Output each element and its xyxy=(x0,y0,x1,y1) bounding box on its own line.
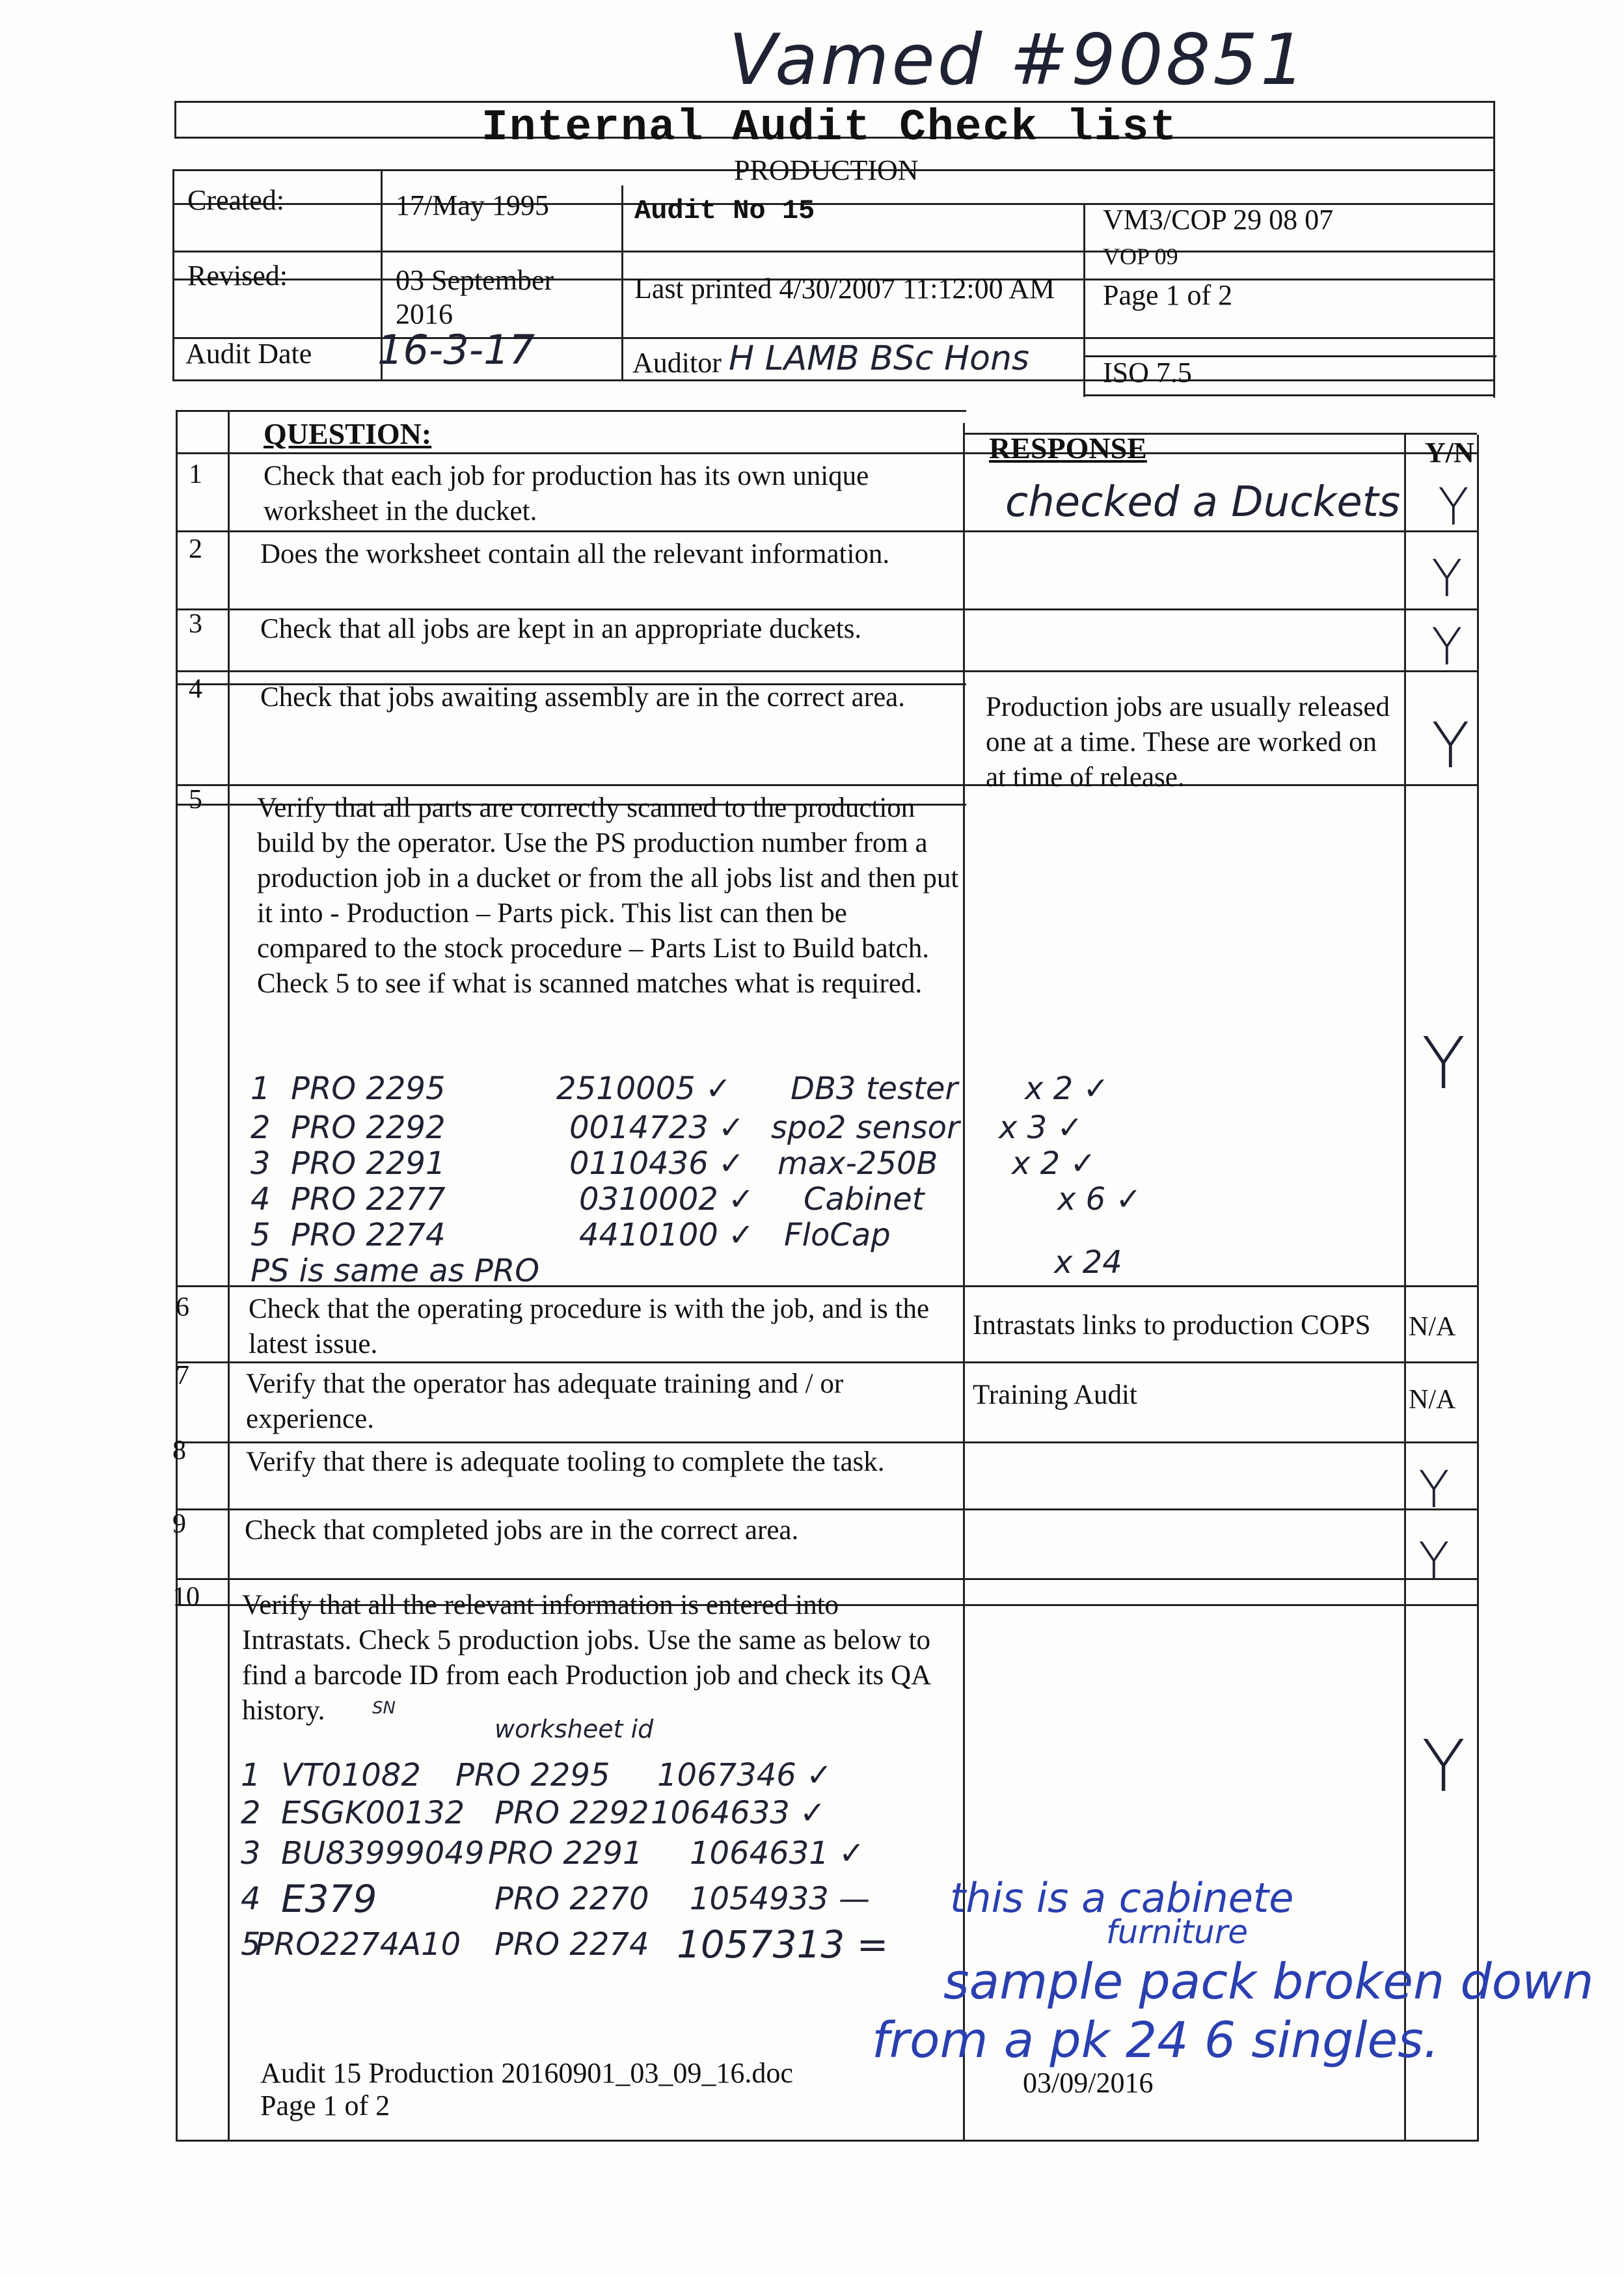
entry-number: 3 xyxy=(250,1145,271,1182)
reference-code: VM3/COP 29 08 07 xyxy=(1103,204,1334,236)
row-number: 1 xyxy=(189,459,202,489)
entry-qty: x 2 ✓ xyxy=(1012,1145,1096,1182)
entry-pro: PRO 2291 xyxy=(291,1145,446,1182)
entry-pro: PRO 2292 xyxy=(291,1110,446,1146)
entry-code: 4410100 ✓ xyxy=(579,1217,755,1253)
list-item xyxy=(241,1922,889,1967)
response-text: checked a Duckets xyxy=(1005,478,1401,526)
question-text: Does the worksheet contain all the relevant information. xyxy=(260,539,890,569)
row-number: 9 xyxy=(172,1509,186,1539)
entry-number: 5 xyxy=(241,1926,261,1963)
list-item xyxy=(250,1181,1142,1218)
response-text: Production jobs are usually released one at a time. These are worked on at time of release. xyxy=(986,692,1390,793)
question-text: Check that completed jobs are in the correct area. xyxy=(245,1515,799,1546)
entry-code: 0014723 ✓ xyxy=(569,1110,745,1146)
note-line: furniture xyxy=(1106,1913,1249,1951)
list-item xyxy=(241,1795,826,1831)
entry-id: 1054933 — xyxy=(690,1881,871,1917)
entry-number: 1 xyxy=(250,1070,271,1107)
entry-number: 3 xyxy=(241,1835,261,1872)
yn-value: Y xyxy=(1418,1461,1450,1520)
row-number: 4 xyxy=(189,674,202,704)
yn-value: Y xyxy=(1431,618,1463,677)
row-number: 7 xyxy=(176,1361,189,1391)
response-text: Training Audit xyxy=(973,1380,1137,1410)
page-title: Internal Audit Check list xyxy=(481,103,1178,153)
audit-date-value: 16-3-17 xyxy=(377,326,535,374)
list-item xyxy=(250,1145,1096,1182)
entry-sn: PRO2274A10 xyxy=(255,1926,461,1963)
yn-value: Y xyxy=(1422,1725,1466,1808)
yn-value: Y xyxy=(1438,478,1469,537)
entry-id: 1057313 = xyxy=(677,1922,889,1967)
entry-code: 0110436 ✓ xyxy=(569,1145,745,1182)
audit-date-label: Audit Date xyxy=(185,338,312,370)
entry-qty: x 2 ✓ xyxy=(1025,1070,1109,1107)
list-item xyxy=(241,1877,871,1921)
list-item xyxy=(241,1835,865,1872)
yn-value: N/A xyxy=(1409,1385,1456,1415)
entry-pro: PRO 2295 xyxy=(455,1757,610,1793)
entry-item: Cabinet xyxy=(804,1181,925,1218)
row-number: 5 xyxy=(189,785,202,815)
note-line: this is a cabinete xyxy=(950,1874,1294,1922)
entry-sn: E379 xyxy=(281,1877,377,1921)
yn-value: Y xyxy=(1431,709,1470,782)
entry-sn: ESGK00132 xyxy=(281,1795,465,1831)
entry-id: 1064631 ✓ xyxy=(690,1835,865,1872)
sn-note: SN xyxy=(372,1698,396,1718)
created-label: Created: xyxy=(187,184,285,216)
entry-pro: PRO 2295 xyxy=(291,1070,446,1107)
entry-sn: VT01082 xyxy=(281,1757,421,1793)
entry-pro: PRO 2274 xyxy=(291,1217,446,1253)
last-printed: Last printed 4/30/2007 11:12:00 AM xyxy=(634,273,1055,305)
entry-item: DB3 tester xyxy=(791,1070,958,1107)
row-number: 2 xyxy=(189,534,202,564)
row-number: 10 xyxy=(172,1582,200,1612)
entry-id: 1067346 ✓ xyxy=(657,1757,833,1793)
question-text: Check that the operating procedure is with the job, and is the latest issue. xyxy=(249,1294,930,1359)
yn-value: Y xyxy=(1418,1533,1450,1591)
row-number: 8 xyxy=(172,1436,186,1466)
note-line: from a pk 24 6 singles. xyxy=(872,2011,1439,2069)
entry-qty: x 24 xyxy=(1054,1244,1122,1281)
entry-item: FloCap xyxy=(784,1217,891,1253)
parts-note: PS is same as PRO xyxy=(250,1253,539,1289)
auditor-value: H LAMB BSc Hons xyxy=(729,339,1030,378)
entry-qty: x 3 ✓ xyxy=(999,1110,1083,1146)
handwritten-reference-note: Vamed #90851 xyxy=(729,20,1308,101)
question-text: Check that each job for production has its own unique worksheet in the ducket. xyxy=(264,461,869,526)
footer-date: 03/09/2016 xyxy=(1023,2067,1154,2099)
row-number: 3 xyxy=(189,609,202,639)
entry-item: spo2 sensor xyxy=(771,1110,960,1146)
audit-number: Audit No 15 xyxy=(634,195,815,226)
revised-value: 03 September 2016 xyxy=(396,264,554,330)
row-number: 6 xyxy=(176,1292,189,1322)
auditor-label: Auditor xyxy=(632,347,722,379)
entry-item: max-250B xyxy=(778,1145,938,1182)
page-number: Page 1 of 2 xyxy=(1103,279,1233,311)
response-text: Intrastats links to production COPS xyxy=(973,1310,1371,1341)
entry-number: 4 xyxy=(250,1181,271,1218)
created-value: 17/May 1995 xyxy=(396,189,549,221)
entry-pro: PRO 2270 xyxy=(494,1881,649,1917)
list-item xyxy=(250,1070,1109,1107)
entry-number: 2 xyxy=(250,1110,271,1146)
entry-sn: BU83999049 xyxy=(281,1835,485,1872)
list-item xyxy=(250,1110,1083,1146)
entry-qty: x 6 ✓ xyxy=(1057,1181,1142,1218)
yn-value: Y xyxy=(1422,1022,1466,1105)
question-text: Check that all jobs are kept in an appropriate duckets. xyxy=(260,614,862,644)
entry-code: 0310002 ✓ xyxy=(579,1181,755,1218)
entry-number: 2 xyxy=(241,1795,261,1831)
entry-number: 5 xyxy=(250,1217,271,1253)
worksheet-id-note: worksheet id xyxy=(494,1715,654,1743)
column-header-yn: Y/N xyxy=(1425,437,1474,469)
footer-page: Page 1 of 2 xyxy=(260,2090,390,2121)
question-text: Verify that there is adequate tooling to complete the task. xyxy=(246,1447,885,1477)
footer-filename: Audit 15 Production 20160901_03_09_16.doc xyxy=(260,2057,793,2089)
entry-code: 2510005 ✓ xyxy=(556,1070,732,1107)
entry-pro: PRO 2291 xyxy=(488,1835,643,1872)
vop-code: VOP 09 xyxy=(1103,243,1178,269)
note-line: sample pack broken down xyxy=(943,1952,1594,2010)
entry-id: 1064633 ✓ xyxy=(651,1795,826,1831)
yn-value: N/A xyxy=(1409,1312,1456,1342)
revised-label: Revised: xyxy=(187,260,288,292)
page-subtitle: PRODUCTION xyxy=(734,154,919,186)
column-header-response: RESPONSE xyxy=(989,431,1147,465)
entry-pro: PRO 2277 xyxy=(291,1181,446,1218)
iso-reference: ISO 7.5 xyxy=(1103,357,1192,389)
question-text: Verify that all parts are correctly scanned to the production build by the operator. Use the PS production number from a production job in a ducket or from the all jobs list and then put it into - Production – Parts pick. This list can then be compared to the stock procedure – Parts List to Build batch. Check 5 to see if what is scanned matches what is required. xyxy=(257,793,959,999)
yn-value: Y xyxy=(1431,550,1463,608)
entry-pro: PRO 2292 xyxy=(494,1795,649,1831)
column-header-question: QUESTION: xyxy=(264,417,432,450)
list-item xyxy=(241,1757,833,1793)
question-text: Check that jobs awaiting assembly are in the correct area. xyxy=(260,682,905,713)
entry-number: 1 xyxy=(241,1757,261,1793)
question-text: Verify that the operator has adequate training and / or experience. xyxy=(246,1369,844,1434)
entry-pro: PRO 2274 xyxy=(494,1926,649,1963)
question-text: Verify that all the relevant information is entered into Intrastats. Check 5 production jobs. Use the same as below to find a barcode ID from each Production job and check its QA history. xyxy=(242,1590,931,1726)
entry-number: 4 xyxy=(241,1881,261,1917)
